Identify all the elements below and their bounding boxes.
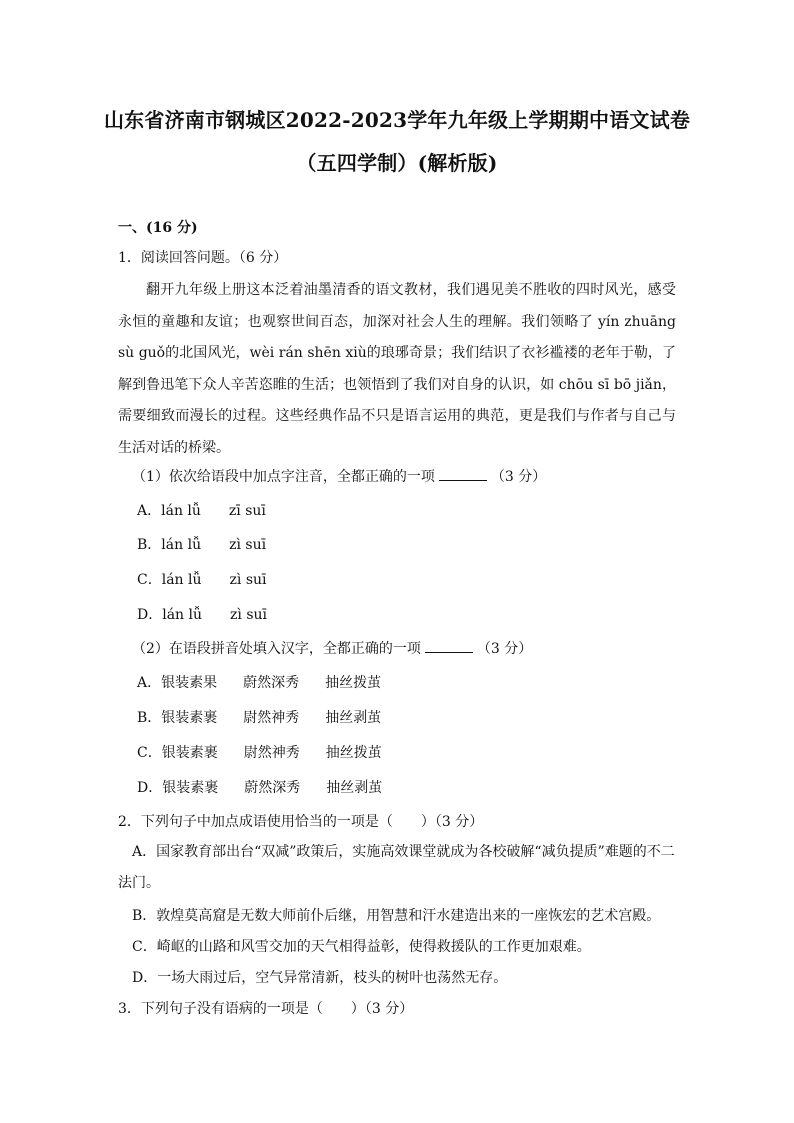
sub1-stem-text: （1）依次给语段中加点字注音，全都正确的一项 — [132, 469, 435, 485]
answer-blank[interactable] — [439, 468, 487, 481]
option-word-a: 银装素裹 — [162, 780, 219, 796]
option-letter: A． — [137, 675, 162, 691]
option-word-c: 抽丝拨茧 — [325, 745, 382, 761]
option-word-c: 抽丝剥茧 — [326, 780, 383, 796]
option-row — [137, 743, 382, 763]
option-pinyin-a: lán lǚ — [161, 537, 202, 553]
question-2-option-d: D．一场大雨过后，空气异常清新，枝头的树叶也荡然无存。 — [132, 970, 508, 986]
question-2-stem: 2．下列句子中加点成语使用恰当的一项是（ ）（3 分） — [118, 814, 484, 830]
question-1-sub2-stem — [132, 639, 532, 659]
page-subtitle: （五四学制）(解析版) — [296, 151, 498, 175]
option-word-c: 抽丝剥茧 — [325, 710, 382, 726]
option-pinyin-b: zì suī — [229, 537, 267, 553]
option-letter: C． — [137, 745, 162, 761]
option-letter: D． — [137, 780, 163, 796]
question-2-option-b: B．敦煌莫高窟是无数大师前仆后继，用智慧和汗水建造出来的一座恢宏的艺术宫殿。 — [132, 908, 661, 924]
sub2-score: （3 分） — [476, 641, 533, 657]
option-pinyin-b: zì suī — [230, 607, 268, 623]
question-3-stem: 3．下列句子没有语病的一项是（ ）（3 分） — [118, 1001, 414, 1017]
option-letter: C． — [137, 572, 162, 588]
option-word-a: 银装素裹 — [161, 745, 218, 761]
option-pinyin-a: lán lǚ — [161, 572, 202, 588]
question-1-passage: 翻开九年级上册这本泛着油墨清香的语文教材，我们遇见美不胜收的四时风光，感受永恒的童趣和友谊；也观察世间百态，加深对社会人生的理解。我们领略了 yín zhuāng sù guǒ的北国风光，wèi rán shēn xiù的琅琊奇景；我们结识了衣衫褴褛的老年于勒，了解到鲁迅笔下众人辛苦恣睢的生活；也领悟到了我们对自身的认识，如 chōu sī bō jiǎn，需要细致而漫长的过程。这些经典作品不只是语言运用的典范，更是我们与作者与自己与生活对话的桥梁。 — [118, 282, 676, 456]
question-1-sub1-stem — [132, 467, 546, 487]
option-word-b: 蔚然深秀 — [243, 675, 300, 691]
option-row — [137, 605, 267, 625]
option-letter: B． — [137, 710, 162, 726]
option-word-a: 银装素果 — [161, 675, 218, 691]
option-pinyin-a: lán lǚ — [161, 503, 201, 519]
page-title: 山东省济南市钢城区2022-2023学年九年级上学期期中语文试卷 — [103, 108, 691, 132]
option-word-a: 银装素裹 — [161, 710, 218, 726]
option-letter: B． — [137, 537, 162, 553]
question-2-option-c: C．崎岖的山路和风雪交加的天气相得益彰，使得救援队的工作更加艰难。 — [132, 939, 591, 955]
option-row — [137, 570, 267, 590]
option-row — [137, 778, 382, 798]
option-row — [137, 535, 266, 555]
option-row — [137, 501, 266, 521]
option-pinyin-b: zī suī — [228, 503, 266, 519]
section-heading: 一、(16 分) — [118, 220, 198, 236]
option-row — [137, 673, 381, 693]
option-letter: A． — [137, 503, 162, 519]
option-word-b: 尉然神秀 — [243, 745, 300, 761]
option-word-c: 抽丝拨茧 — [325, 675, 382, 691]
sub2-stem-text: （2）在语段拼音处填入汉字，全都正确的一项 — [132, 641, 421, 657]
option-row — [137, 708, 381, 728]
answer-blank[interactable] — [425, 640, 473, 653]
option-pinyin-b: zì suī — [229, 572, 267, 588]
question-1-stem: 1．阅读回答问题。（6 分） — [118, 250, 288, 266]
option-word-b: 尉然神秀 — [243, 710, 300, 726]
option-pinyin-a: lán lǚ — [162, 607, 203, 623]
sub1-score: （3 分） — [490, 469, 547, 485]
option-word-b: 蔚然深秀 — [244, 780, 301, 796]
question-2-option-a: A．国家教育部出台“双减”政策后，实施高效课堂就成为各校破解“减负提质”难题的不二法门。 — [118, 844, 675, 891]
option-letter: D． — [137, 607, 163, 623]
